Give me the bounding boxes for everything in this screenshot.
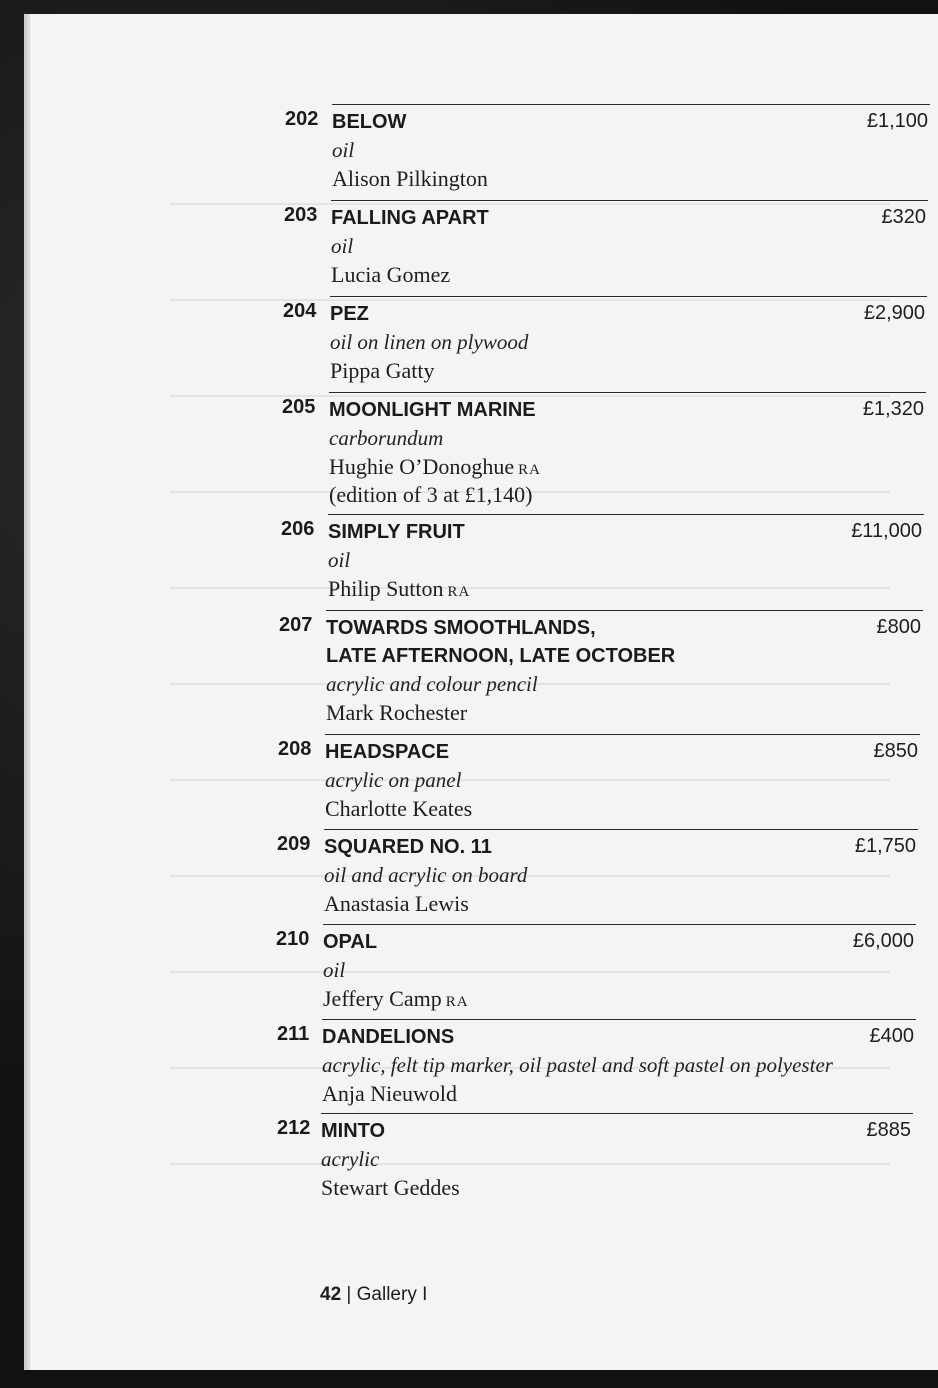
entry-divider (324, 829, 918, 830)
artwork-title-line: TOWARDS SMOOTHLANDS, (326, 617, 596, 639)
catalogue-entry (30, 829, 938, 919)
artwork-medium: oil (332, 138, 355, 162)
artist-name (325, 796, 472, 822)
entry-divider (328, 514, 924, 515)
artwork-title (322, 1023, 454, 1051)
artwork-title (331, 204, 489, 232)
artwork-title-line: PEZ (330, 303, 369, 325)
artist-name-text: Jeffery Camp (323, 986, 442, 1011)
artwork-medium: acrylic and colour pencil (326, 672, 538, 696)
artwork-price: £1,750 (854, 835, 916, 857)
artwork-title-line: FALLING APART (331, 207, 489, 229)
artwork-title-line: HEADSPACE (325, 741, 450, 763)
artwork-title-line: MOONLIGHT MARINE (329, 399, 536, 421)
catalogue-entry (30, 1113, 938, 1203)
artwork-title (332, 108, 406, 136)
entry-divider (325, 734, 920, 735)
lot-number: 211 (277, 1023, 310, 1045)
artwork-price: £400 (869, 1025, 914, 1047)
catalogue-entry (30, 392, 938, 507)
artwork-title (324, 833, 492, 861)
artwork-title (330, 300, 369, 328)
catalogue-entry (30, 1019, 938, 1109)
artwork-title (326, 614, 675, 670)
artist-name (323, 986, 469, 1012)
lot-number: 208 (278, 738, 312, 760)
royal-academician-suffix: RA (445, 994, 469, 1010)
catalogue-page (30, 14, 938, 1370)
catalogue-list (30, 14, 938, 1370)
lot-number: 203 (284, 204, 318, 226)
catalogue-entry (30, 514, 938, 604)
artwork-price: £6,000 (852, 930, 914, 952)
artwork-title-line: SQUARED NO. 11 (324, 836, 492, 858)
artwork-price: £11,000 (851, 520, 922, 542)
lot-number: 212 (277, 1117, 311, 1139)
lot-number: 202 (285, 108, 319, 130)
catalogue-entry (30, 610, 938, 725)
artist-name-text: Mark Rochester (326, 700, 468, 725)
entry-divider (326, 610, 923, 611)
entry-divider (322, 1019, 916, 1020)
artist-name-text: Charlotte Keates (325, 796, 473, 821)
artwork-price: £1,320 (862, 398, 924, 420)
artist-name (328, 576, 470, 602)
artist-name (322, 1081, 457, 1107)
artist-name-text: Anja Nieuwold (322, 1081, 458, 1106)
artwork-title (321, 1117, 385, 1145)
lot-number: 207 (279, 614, 313, 636)
catalogue-entry (30, 734, 938, 824)
artwork-price: £320 (881, 206, 926, 228)
artwork-medium: acrylic (321, 1147, 380, 1171)
lot-number: 210 (276, 928, 310, 950)
footer-separator: | (346, 1284, 352, 1305)
entry-divider (332, 104, 930, 105)
catalogue-entry (30, 296, 938, 386)
artwork-title-line: SIMPLY FRUIT (328, 521, 465, 543)
artwork-title (328, 518, 465, 546)
artist-name-text: Stewart Geddes (321, 1175, 460, 1200)
artwork-price: £850 (873, 740, 918, 762)
artist-name (326, 700, 467, 726)
artwork-price: £800 (876, 616, 921, 638)
artist-name-text: Lucia Gomez (331, 262, 451, 287)
royal-academician-suffix: RA (447, 584, 471, 600)
catalogue-entry (30, 924, 938, 1014)
artist-name-text: Anastasia Lewis (324, 891, 469, 916)
artist-name (324, 891, 469, 917)
royal-academician-suffix: RA (518, 462, 541, 478)
lot-number: 206 (281, 518, 315, 540)
entry-divider (321, 1113, 913, 1114)
catalogue-entry (30, 104, 938, 194)
artwork-title-line: BELOW (332, 111, 407, 133)
entry-divider (323, 924, 916, 925)
artwork-title-line: LATE AFTERNOON, LATE OCTOBER (326, 645, 676, 667)
artist-name-text: Hughie O’Donoghue (329, 454, 515, 479)
artwork-medium: acrylic on panel (325, 768, 462, 792)
artwork-medium: acrylic, felt tip marker, oil pastel and soft pastel on polyester (322, 1053, 833, 1077)
artwork-title-line: DANDELIONS (322, 1026, 455, 1048)
lot-number: 209 (277, 833, 311, 855)
page-footer (320, 1284, 427, 1306)
artwork-medium: oil and acrylic on board (324, 863, 528, 887)
entry-divider (330, 296, 927, 297)
edition-note: (edition of 3 at £1,140) (329, 482, 533, 507)
artwork-title (329, 396, 536, 424)
artist-name (330, 358, 435, 384)
artist-name-text: Pippa Gatty (330, 358, 435, 383)
artwork-price: £2,900 (863, 302, 925, 324)
artwork-medium: oil (331, 234, 354, 258)
artist-name (321, 1175, 460, 1201)
artist-name (331, 262, 450, 288)
artwork-title (325, 738, 449, 766)
lot-number: 205 (282, 396, 316, 418)
artwork-price: £885 (866, 1119, 911, 1141)
artist-name (332, 166, 488, 192)
lot-number: 204 (283, 300, 317, 322)
catalogue-entry (30, 200, 938, 290)
artwork-title (323, 928, 377, 956)
artwork-medium: oil on linen on plywood (330, 330, 529, 354)
entry-divider (329, 392, 926, 393)
artist-name-text: Alison Pilkington (332, 166, 488, 191)
artwork-medium: oil (328, 548, 351, 572)
artwork-title-line: OPAL (323, 931, 378, 953)
artist-name (329, 454, 541, 480)
artist-name-text: Philip Sutton (328, 576, 444, 601)
artwork-medium: oil (323, 958, 346, 982)
artwork-title-line: MINTO (321, 1120, 386, 1142)
page-number: 42 (320, 1284, 342, 1305)
entry-divider (331, 200, 928, 201)
artwork-price: £1,100 (866, 110, 928, 132)
section-name: Gallery I (356, 1284, 428, 1305)
artwork-medium: carborundum (329, 426, 444, 450)
